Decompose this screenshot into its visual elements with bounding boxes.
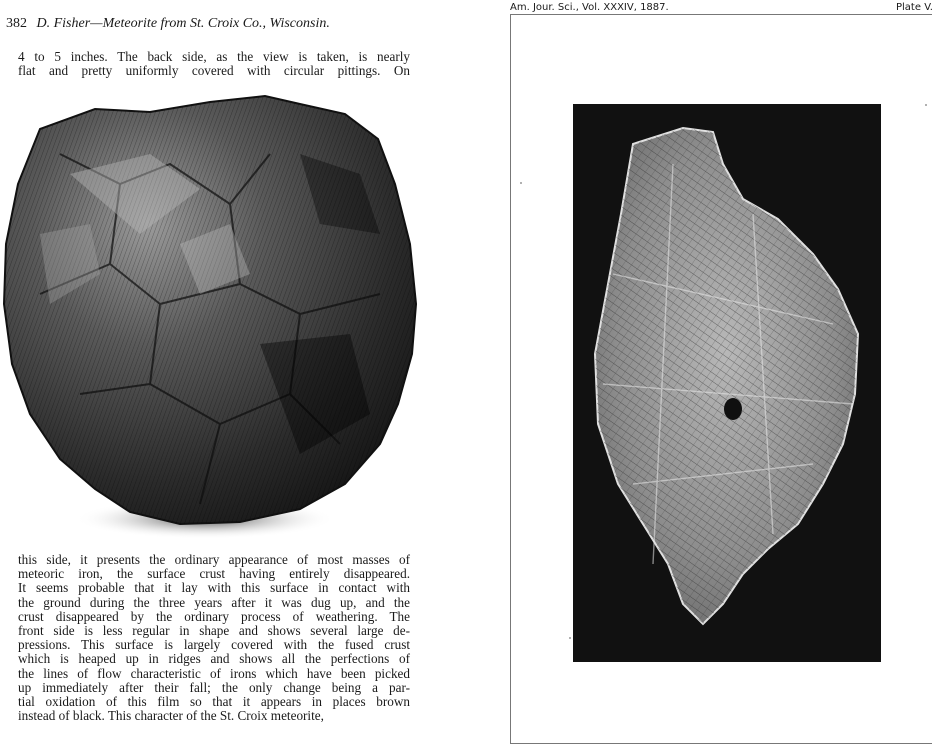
text-line: flat and pretty uniformly covered with circular pittings. On xyxy=(18,63,410,79)
text-line: which is heaped up in ridges and shows all the perfections of xyxy=(18,651,410,667)
text-line: instead of black. This character of the St. Croix meteorite, xyxy=(18,708,324,724)
paper-speck xyxy=(569,637,571,639)
paper-speck xyxy=(520,182,522,184)
paragraph-top xyxy=(18,50,410,78)
text-line: the lines of flow characteristic of irons which have been picked xyxy=(18,665,410,681)
text-line: meteoric iron, the surface crust having entirely disappeared. xyxy=(18,566,410,582)
text-line: pressions. This surface is largely covered with the fused crust xyxy=(18,637,410,653)
journal-reference: Am. Jour. Sci., Vol. XXXIV, 1887. xyxy=(510,2,669,13)
text-line: front side is less regular in shape and shows several large de- xyxy=(18,623,410,639)
paragraph-bottom xyxy=(18,553,410,723)
etched-meteorite-photograph xyxy=(573,104,881,662)
page-number: 382 xyxy=(6,16,27,31)
text-line: tial oxidation of this film so that it appears in places brown xyxy=(18,694,410,710)
text-line: this side, it presents the ordinary appearance of most masses of xyxy=(18,552,410,567)
right-page xyxy=(470,0,940,750)
paper-speck xyxy=(925,104,927,106)
text-line: 4 to 5 inches. The back side, as the view is taken, is nearly xyxy=(18,49,410,64)
text-line: up immediately after their fall; the only change being a par- xyxy=(18,679,410,695)
meteorite-engraving-illustration xyxy=(0,94,420,544)
text-line: It seems probable that it lay with this surface in contact with xyxy=(18,580,410,596)
text-line: the ground during the three years after it was dug up, and the xyxy=(18,594,410,610)
plate-label: Plate V. xyxy=(896,2,933,13)
text-line: crust disappeared by the ordinary process of weathering. The xyxy=(18,608,410,624)
running-title: D. Fisher—Meteorite from St. Croix Co., Wisconsin. xyxy=(36,16,330,31)
running-head xyxy=(6,16,330,32)
